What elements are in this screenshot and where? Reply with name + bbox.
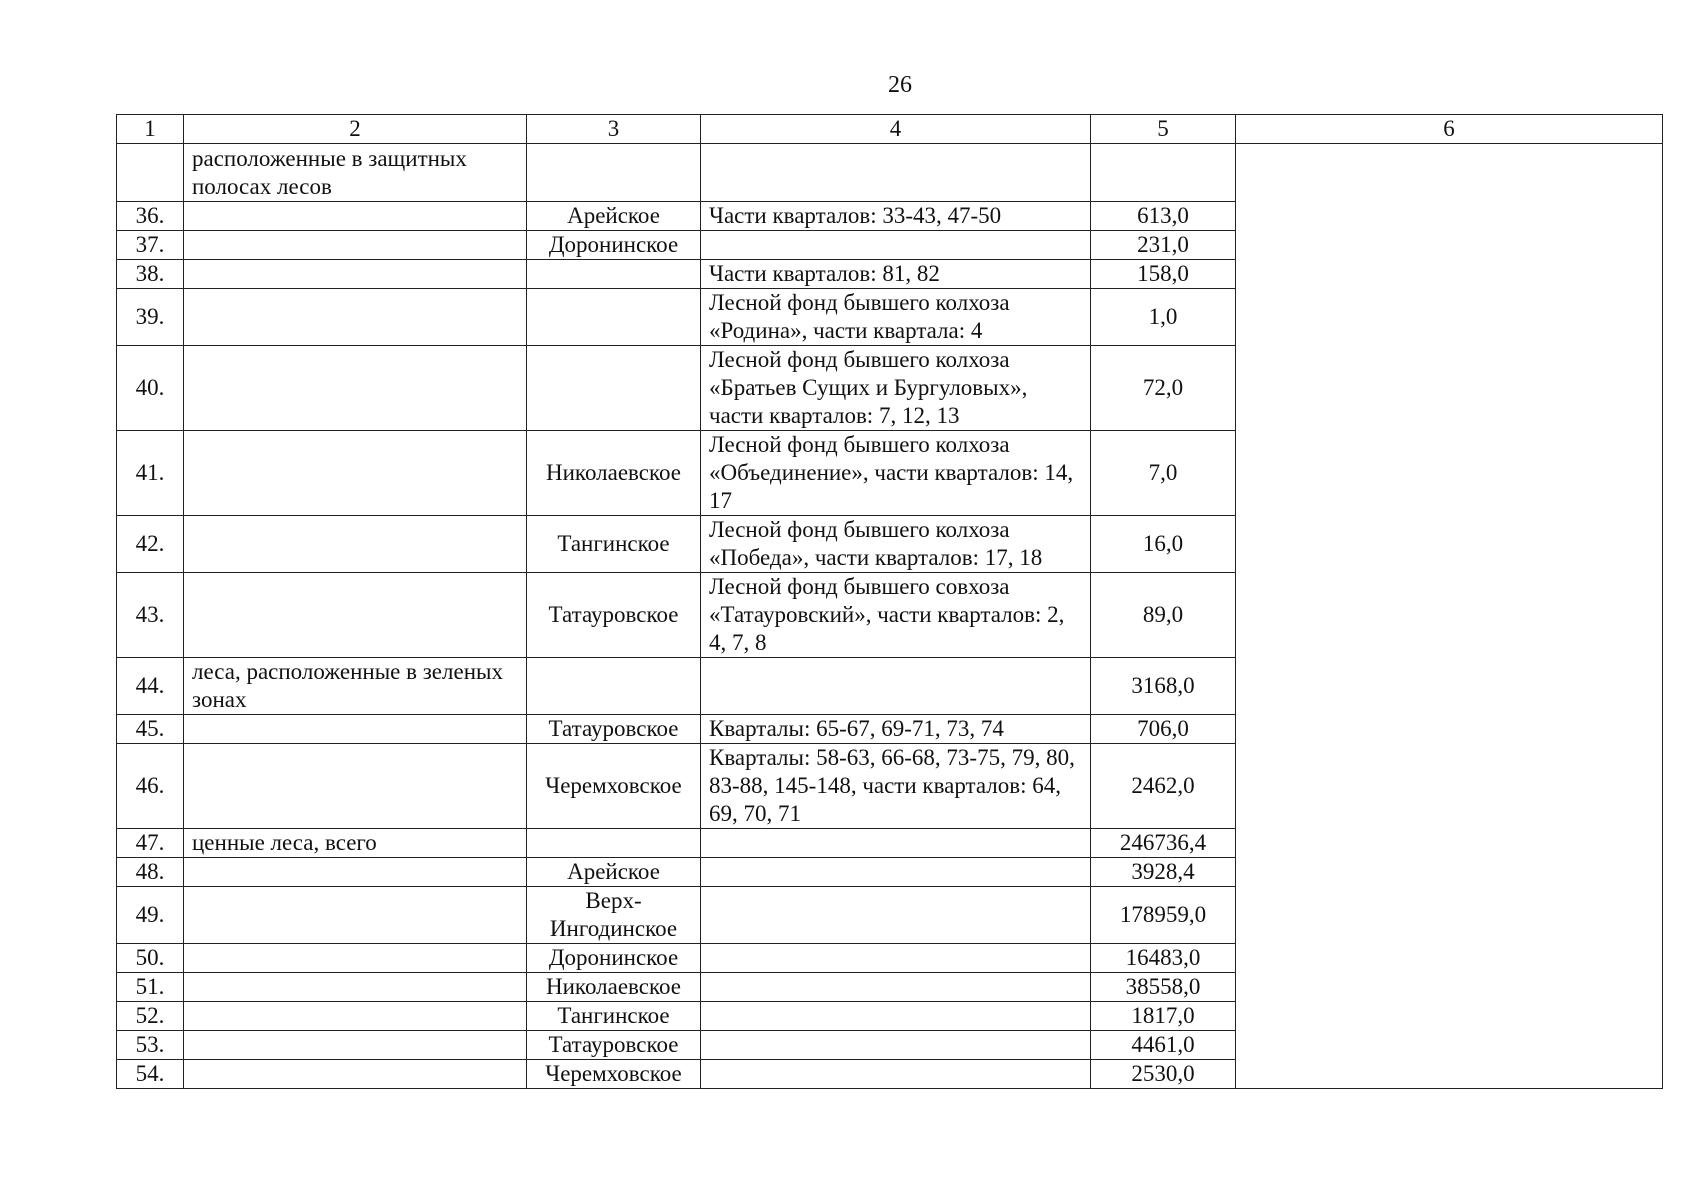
row-number: 43.: [117, 573, 184, 658]
forest-table: [116, 114, 1663, 1089]
area-value: 38558,0: [1091, 973, 1236, 1002]
area-value: [1091, 144, 1236, 202]
quarter-description: [701, 973, 1091, 1002]
quarter-description: [701, 658, 1091, 715]
district: [527, 658, 701, 715]
district: Татауровское: [527, 573, 701, 658]
forest-category: [184, 573, 527, 658]
page-number: 26: [888, 72, 912, 98]
quarter-description: [701, 1060, 1091, 1089]
quarter-description: [701, 829, 1091, 858]
quarter-description: Лесной фонд бывшего колхоза «Родина», части квартала: 4: [701, 289, 1091, 346]
district: Татауровское: [527, 715, 701, 744]
district: [527, 289, 701, 346]
forest-category: [184, 944, 527, 973]
forest-category: [184, 346, 527, 431]
forest-category: [184, 1031, 527, 1060]
area-value: 3168,0: [1091, 658, 1236, 715]
district: Доронинское: [527, 944, 701, 973]
column-6-empty: [1236, 144, 1663, 1089]
header-cell: 4: [701, 115, 1091, 144]
area-value: 158,0: [1091, 260, 1236, 289]
row-number: 40.: [117, 346, 184, 431]
district: Черемховское: [527, 1060, 701, 1089]
quarter-description: Кварталы: 58-63, 66-68, 73-75, 79, 80, 83-88, 145-148, части кварталов: 64, 69, 70, 71: [701, 744, 1091, 829]
header-cell: 3: [527, 115, 701, 144]
quarter-description: [701, 887, 1091, 944]
area-value: 89,0: [1091, 573, 1236, 658]
area-value: 613,0: [1091, 202, 1236, 231]
row-number: 46.: [117, 744, 184, 829]
row-number: 54.: [117, 1060, 184, 1089]
quarter-description: [701, 944, 1091, 973]
district: Арейское: [527, 858, 701, 887]
area-value: 16483,0: [1091, 944, 1236, 973]
district: Николаевское: [527, 431, 701, 516]
quarter-description: Лесной фонд бывшего совхоза «Татауровский», части кварталов: 2, 4, 7, 8: [701, 573, 1091, 658]
forest-category: леса, расположенные в зеленых зонах: [184, 658, 527, 715]
quarter-description: [701, 231, 1091, 260]
forest-category: [184, 744, 527, 829]
forest-category: [184, 202, 527, 231]
quarter-description: [701, 144, 1091, 202]
forest-category: [184, 260, 527, 289]
district: Татауровское: [527, 1031, 701, 1060]
forest-category: расположенные в защитных полосах лесов: [184, 144, 527, 202]
row-number: 36.: [117, 202, 184, 231]
forest-category: [184, 973, 527, 1002]
forest-category: [184, 231, 527, 260]
row-number: 41.: [117, 431, 184, 516]
table-header-row: [117, 115, 1663, 144]
area-value: 3928,4: [1091, 858, 1236, 887]
area-value: 1,0: [1091, 289, 1236, 346]
row-number: 47.: [117, 829, 184, 858]
quarter-description: Части кварталов: 81, 82: [701, 260, 1091, 289]
district: Тангинское: [527, 1002, 701, 1031]
table-row: [117, 144, 1663, 202]
forest-category: [184, 1002, 527, 1031]
forest-category: [184, 887, 527, 944]
forest-category: [184, 715, 527, 744]
area-value: 706,0: [1091, 715, 1236, 744]
forest-category: ценные леса, всего: [184, 829, 527, 858]
header-cell: 2: [184, 115, 527, 144]
district: [527, 346, 701, 431]
area-value: 72,0: [1091, 346, 1236, 431]
forest-category: [184, 1060, 527, 1089]
quarter-description: [701, 858, 1091, 887]
district: Черемховское: [527, 744, 701, 829]
district: Николаевское: [527, 973, 701, 1002]
area-value: 1817,0: [1091, 1002, 1236, 1031]
quarter-description: Кварталы: 65-67, 69-71, 73, 74: [701, 715, 1091, 744]
row-number: 45.: [117, 715, 184, 744]
district: Доронинское: [527, 231, 701, 260]
district: [527, 260, 701, 289]
row-number: 44.: [117, 658, 184, 715]
quarter-description: Лесной фонд бывшего колхоза «Победа», части кварталов: 17, 18: [701, 516, 1091, 573]
row-number: 51.: [117, 973, 184, 1002]
area-value: 16,0: [1091, 516, 1236, 573]
row-number: 49.: [117, 887, 184, 944]
area-value: 7,0: [1091, 431, 1236, 516]
quarter-description: Лесной фонд бывшего колхоза «Братьев Сущих и Бургуловых», части кварталов: 7, 12, 13: [701, 346, 1091, 431]
area-value: 178959,0: [1091, 887, 1236, 944]
area-value: 2530,0: [1091, 1060, 1236, 1089]
forest-category: [184, 858, 527, 887]
quarter-description: Лесной фонд бывшего колхоза «Объединение», части кварталов: 14, 17: [701, 431, 1091, 516]
district: [527, 829, 701, 858]
area-value: 231,0: [1091, 231, 1236, 260]
row-number: 53.: [117, 1031, 184, 1060]
quarter-description: [701, 1031, 1091, 1060]
quarter-description: Части кварталов: 33-43, 47-50: [701, 202, 1091, 231]
area-value: 246736,4: [1091, 829, 1236, 858]
forest-category: [184, 431, 527, 516]
area-value: 4461,0: [1091, 1031, 1236, 1060]
row-number: 42.: [117, 516, 184, 573]
district: Арейское: [527, 202, 701, 231]
header-cell: 5: [1091, 115, 1236, 144]
quarter-description: [701, 1002, 1091, 1031]
area-value: 2462,0: [1091, 744, 1236, 829]
district: Тангинское: [527, 516, 701, 573]
district: Верх-Ингодинское: [527, 887, 701, 944]
district: [527, 144, 701, 202]
row-number: 50.: [117, 944, 184, 973]
row-number: 37.: [117, 231, 184, 260]
forest-category: [184, 289, 527, 346]
header-cell: 1: [117, 115, 184, 144]
row-number: [117, 144, 184, 202]
row-number: 48.: [117, 858, 184, 887]
forest-category: [184, 516, 527, 573]
row-number: 52.: [117, 1002, 184, 1031]
row-number: 38.: [117, 260, 184, 289]
header-cell: 6: [1236, 115, 1663, 144]
row-number: 39.: [117, 289, 184, 346]
